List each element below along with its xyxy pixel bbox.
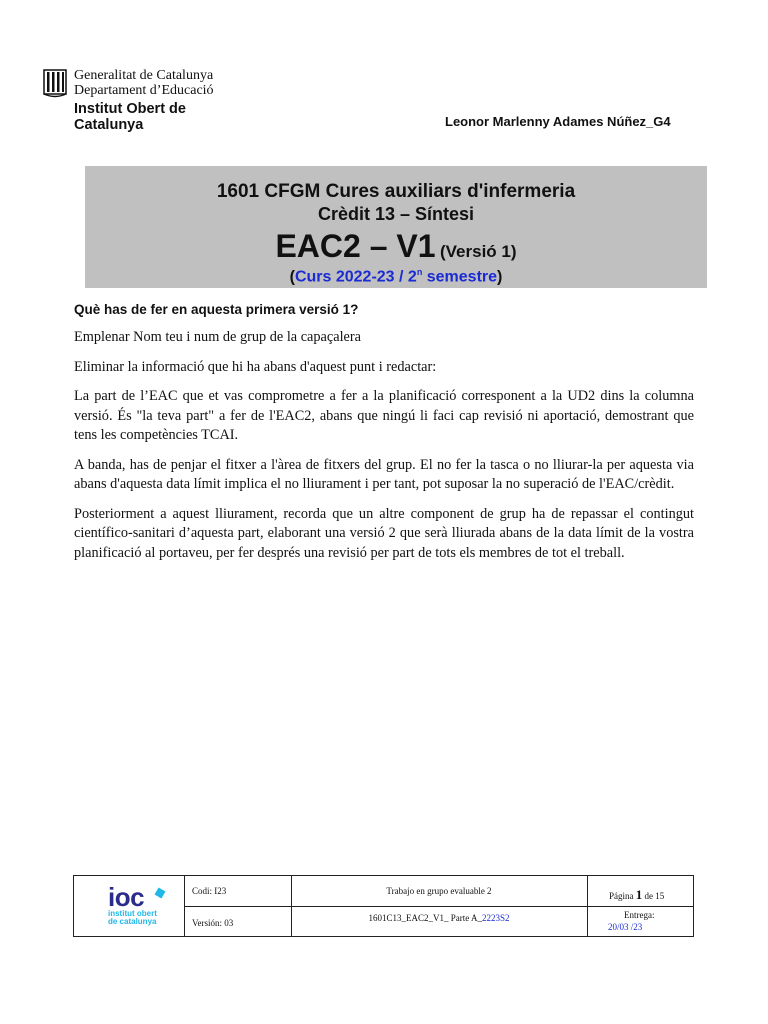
generalitat-line: Generalitat de Catalunya — [74, 68, 214, 83]
footer-codi: Codi: I23 — [192, 886, 227, 896]
eac-version: (Versió 1) — [439, 242, 517, 261]
course-year: Curs 2022-23 / 2 — [294, 268, 417, 286]
ordinal-superscript: n — [416, 267, 423, 277]
department-line: Departament d’Educació — [74, 83, 214, 98]
credit-title: Crèdit 13 – Síntesi — [317, 204, 475, 224]
footer-doc-code — [291, 913, 587, 923]
paragraph: Emplenar Nom teu i num de grup de la capaçalera — [74, 329, 362, 345]
paragraph: Eliminar la informació que hi ha abans d'aquest punt i redactar: — [74, 358, 437, 375]
paragraph: Posteriorment a aquest lliurament, recorda que un altre component de grup ha de repassar el contingut científico-sanitari d’aquesta part, elaborant una versió 2 que serà lliurada abans de la data límit de la vostra planificació al portaveu, per fer després una revisió per part de tots els membres de tot el treball. — [74, 505, 694, 561]
footer-page — [609, 887, 664, 903]
paragraph: La part de l’EAC que et vas comprometre a fer a la planificació corresponent a la UD2 dins la columna versió. És "la teva part" a fer de l'EAC2, abans que ningú li faci cap revisió ni aportació, demostrant que tens les competències TCAI. — [74, 388, 694, 443]
course-title: 1601 CFGM Cures auxiliars d'infermeria — [216, 181, 576, 202]
footer-entrega-label: Entrega: — [624, 910, 655, 920]
open-paren: ( — [289, 268, 295, 286]
eac-title — [85, 228, 707, 265]
title-box — [85, 166, 707, 288]
instructions-body — [74, 302, 694, 573]
page-footer — [73, 875, 694, 937]
ioc-logo-subtitle: de catalunya — [108, 917, 157, 926]
generalitat-text — [74, 68, 214, 98]
instructions-heading: Què has de fer en aquesta primera versió 1? — [74, 302, 359, 317]
semester-label: semestre — [422, 268, 498, 286]
paragraph: A banda, has de penjar el fitxer a l'àrea de fitxers del grup. El no fer la tasca o no lliurar-la per aquesta via abans d'aquesta data límit implica el no lliurament i per tant, pot suposar la no superació de l'EAC/crèdit. — [74, 456, 694, 492]
course-semester — [85, 267, 707, 286]
footer-doc-title: Trabajo en grupo evaluable 2 — [386, 886, 492, 896]
generalitat-logo-icon — [43, 68, 67, 98]
footer-version: Versión: 03 — [192, 918, 234, 928]
doc-code-highlight: 2223S2 — [481, 913, 510, 923]
institute-name: Institut Obert de Catalunya — [74, 101, 186, 133]
page-label: Página — [609, 891, 634, 901]
author-name: Leonor Marlenny Adames Núñez_G4 — [445, 114, 671, 129]
page-number: 1 — [635, 887, 643, 902]
ioc-logo-subtitle: institut obert — [108, 909, 157, 918]
close-paren: ) — [497, 268, 503, 286]
ioc-logo-word: ioc — [108, 882, 145, 912]
doc-code: 1601C13_EAC2_V1_ Parte A_ — [368, 913, 482, 923]
page-total: de 15 — [644, 891, 665, 901]
footer-entrega-date: 20/03 /23 — [608, 922, 643, 932]
ioc-logo — [108, 882, 157, 926]
eac-main: EAC2 – V1 — [275, 228, 436, 264]
